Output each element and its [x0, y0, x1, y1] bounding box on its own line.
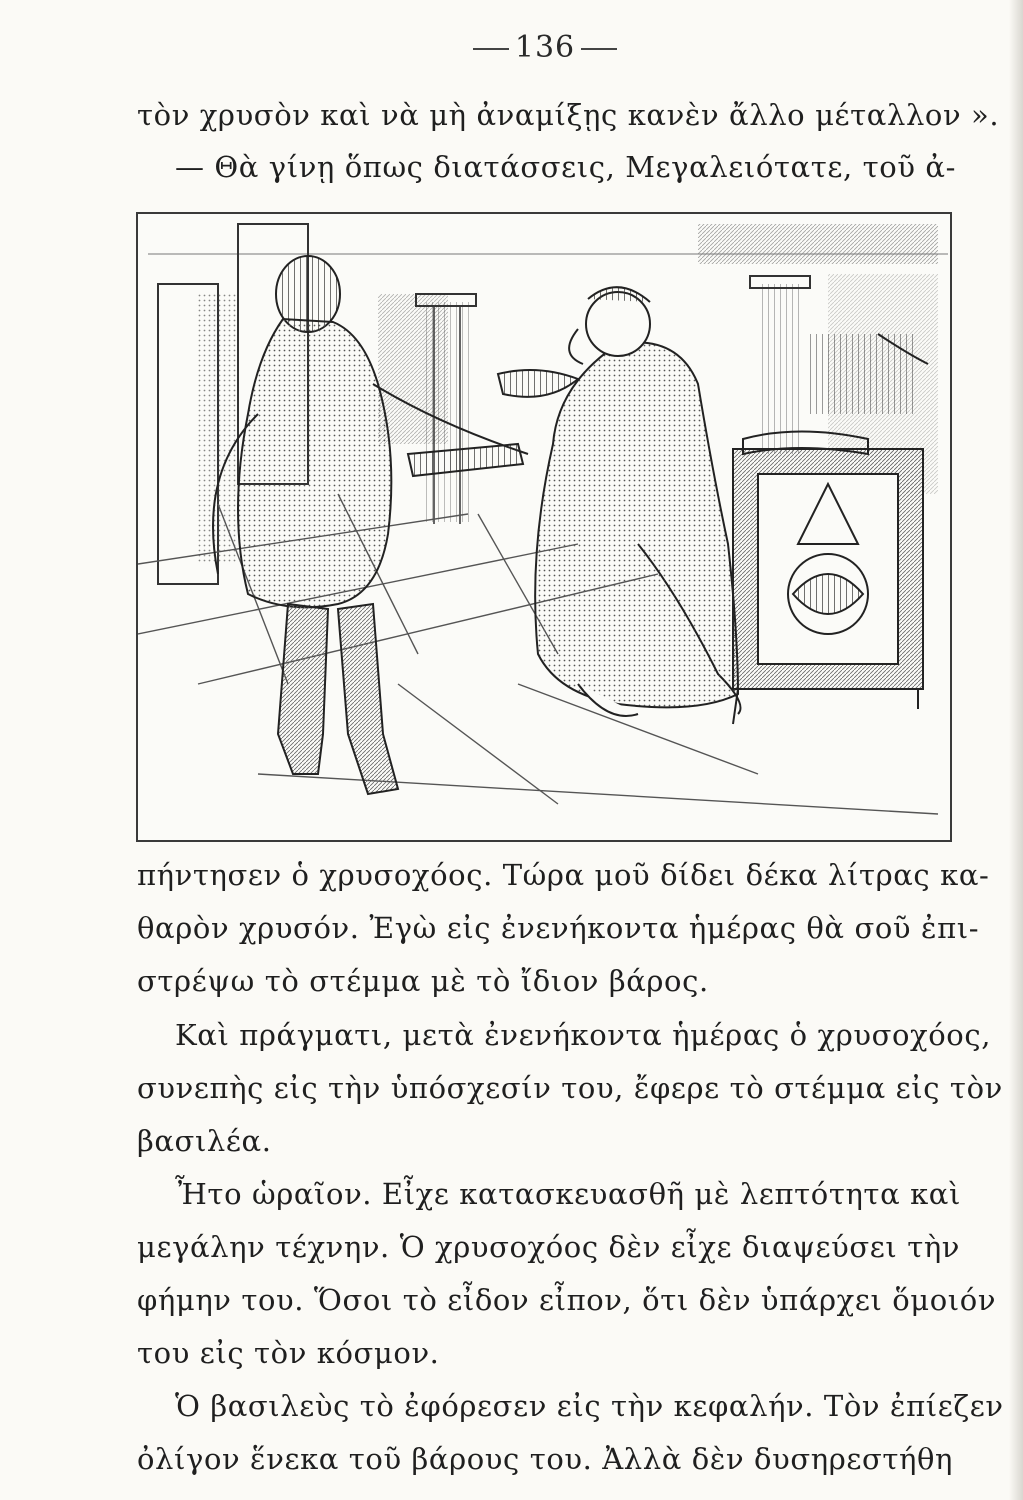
page-number: [0, 30, 1023, 65]
dash-right: [581, 48, 617, 50]
text-line-top-2: — Θὰ γίνῃ ὅπως διατάσσεις, Μεγαλειότατε, τοῦ ἀ-: [175, 150, 956, 184]
paragraph-3-line-2: μεγάλην τέχνην. Ὁ χρυσοχόος δὲν εἶχε διαψεύσει τὴν: [137, 1230, 961, 1264]
paragraph-1-line-3: στρέψω τὸ στέμμα μὲ τὸ ἴδιον βάρος.: [137, 964, 709, 998]
paragraph-3-line-1: Ἦτο ὡραῖον. Εἶχε κατασκευασθῆ μὲ λεπτότητα καὶ: [175, 1177, 961, 1211]
paragraph-3-line-3: φήμην του. Ὅσοι τὸ εἶδον εἶπον, ὅτι δὲν ὑπάρχει ὅμοιόν: [137, 1283, 997, 1317]
page-edge-shadow: [1009, 0, 1023, 1500]
text-line-top-1: τὸν χρυσὸν καὶ νὰ μὴ ἀναμίξῃς κανὲν ἄλλο μέταλλον ».: [137, 98, 1000, 132]
page-number-text: 136: [514, 30, 576, 65]
illustration-goldsmith-king: [136, 212, 952, 842]
paragraph-1-line-2: θαρὸν χρυσόν. Ἐγὼ εἰς ἐνενήκοντα ἡμέρας θὰ σοῦ ἐπι-: [137, 911, 980, 945]
engraving-goldsmith-handing-gold-to-king-icon: [138, 214, 950, 840]
paragraph-2-line-1: Καὶ πράγματι, μετὰ ἐνενήκοντα ἡμέρας ὁ χρυσοχόος,: [175, 1018, 992, 1052]
paragraph-2-line-3: βασιλέα.: [137, 1124, 272, 1158]
paragraph-3-line-4: του εἰς τὸν κόσμον.: [137, 1336, 440, 1370]
paragraph-4-line-2: ὀλίγον ἕνεκα τοῦ βάρους του. Ἀλλὰ δὲν δυσηρεστήθη: [137, 1442, 954, 1476]
paragraph-1-line-1: πήντησεν ὁ χρυσοχόος. Τώρα μοῦ δίδει δέκα λίτρας κα-: [137, 858, 990, 892]
dash-left: [473, 48, 509, 50]
paragraph-4-line-1: Ὁ βασιλεὺς τὸ ἐφόρεσεν εἰς τὴν κεφαλήν. Τὸν ἐπίεζεν: [175, 1389, 1004, 1423]
paragraph-2-line-2: συνεπὴς εἰς τὴν ὑπόσχεσίν του, ἔφερε τὸ στέμμα εἰς τὸν: [137, 1071, 1003, 1105]
